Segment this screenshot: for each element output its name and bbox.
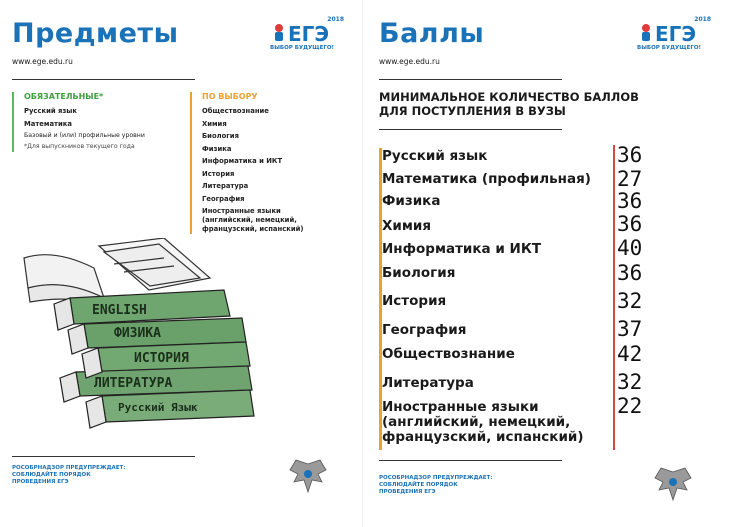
subject-name — [382, 400, 584, 445]
list-item: Обществознание — [202, 107, 269, 115]
optional-heading: ПО ВЫБОРУ — [202, 92, 258, 101]
subject-name: Информатика и ИКТ — [382, 241, 542, 257]
subject-name: Обществознание — [382, 346, 515, 362]
list-item: Информатика и ИКТ — [202, 157, 283, 165]
divider-line — [379, 79, 562, 80]
scores-list — [379, 143, 683, 450]
books-illustration — [14, 238, 266, 438]
min-score: 36 — [617, 143, 643, 167]
fold-line — [362, 0, 363, 527]
subject-name: Физика — [382, 193, 441, 209]
divider-line — [12, 79, 195, 80]
required-subjects — [12, 92, 192, 152]
list-item: Химия — [202, 119, 227, 128]
ege-emblem-icon — [270, 22, 288, 42]
ege-logo — [637, 16, 713, 52]
min-score: 27 — [617, 167, 643, 191]
page-title: Предметы — [12, 18, 179, 49]
divider-line — [379, 460, 562, 461]
page-title: Баллы — [379, 18, 485, 49]
required-heading: ОБЯЗАТЕЛЬНЫЕ* — [24, 92, 104, 101]
subject-name: География — [382, 322, 467, 338]
ege-emblem-icon — [637, 22, 655, 42]
book-label-physics: ФИЗИКА — [114, 326, 161, 341]
min-score: 36 — [617, 212, 643, 236]
list-item-cont: (английский, немецкий, — [202, 216, 297, 224]
handwritten-margin-line — [613, 145, 615, 450]
logo-slogan: ВЫБОР БУДУЩЕГО! — [637, 45, 702, 51]
scores-heading — [379, 90, 639, 118]
scores-panel — [367, 0, 735, 527]
list-item-cont: французский, испанский) — [202, 225, 304, 233]
heading-line: ДЛЯ ПОСТУПЛЕНИЯ В ВУЗЫ — [379, 104, 566, 118]
min-score: 42 — [617, 342, 643, 366]
list-item: Иностранные языки — [202, 207, 281, 215]
footer-line: СОБЛЮДАЙТЕ ПОРЯДОК — [12, 472, 91, 478]
book-label-history: ИСТОРИЯ — [134, 351, 189, 366]
book-label-literature: ЛИТЕРАТУРА — [94, 376, 173, 391]
rosobrnadzor-eagle-icon — [653, 466, 693, 502]
site-url[interactable]: www.ege.edu.ru — [379, 57, 440, 66]
subjects-panel — [0, 0, 360, 527]
footer-line: ПРОВЕДЕНИЯ ЕГЭ — [379, 489, 436, 495]
footer-warning — [12, 465, 125, 486]
min-score: 32 — [617, 289, 643, 313]
subject-line: (английский, немецкий, — [382, 414, 571, 430]
footer-warning — [379, 475, 492, 496]
list-item: Физика — [202, 144, 232, 153]
subject-line: Иностранные языки — [382, 399, 539, 415]
logo-mark: ЕГЭ — [655, 22, 697, 46]
divider-line — [12, 456, 195, 457]
list-item: Литература — [202, 182, 249, 190]
min-score: 32 — [617, 370, 643, 394]
book-label-english: ENGLISH — [92, 303, 147, 318]
footer-line: СОБЛЮДАЙТЕ ПОРЯДОК — [379, 482, 458, 488]
min-score: 40 — [617, 236, 643, 260]
logo-year: 2018 — [694, 16, 711, 23]
list-item: Математика — [24, 119, 72, 128]
footer-line: РОСОБРНАДЗОР ПРЕДУПРЕЖДАЕТ: — [12, 465, 126, 471]
site-url[interactable]: www.ege.edu.ru — [12, 57, 73, 66]
subject-line: французский, испанский) — [382, 429, 584, 445]
footer-line: РОСОБРНАДЗОР ПРЕДУПРЕЖДАЕТ: — [379, 475, 493, 481]
footer-line: ПРОВЕДЕНИЯ ЕГЭ — [12, 479, 69, 485]
min-score: 36 — [617, 189, 643, 213]
subject-name: История — [382, 293, 447, 309]
subject-name: Биология — [382, 265, 456, 281]
ege-logo — [270, 16, 346, 52]
logo-year: 2018 — [327, 16, 344, 23]
min-score: 36 — [617, 261, 643, 285]
subject-name: Русский язык — [382, 148, 488, 164]
subject-name: Химия — [382, 218, 432, 234]
footnote: *Для выпускников текущего года — [24, 143, 135, 150]
min-score: 37 — [617, 317, 643, 341]
optional-subjects — [190, 92, 352, 234]
book-label-russian: Русский Язык — [118, 401, 198, 414]
list-item: Русский язык — [24, 107, 78, 115]
min-score: 22 — [617, 394, 643, 418]
levels-note: Базовый и (или) профильные уровни — [24, 132, 145, 139]
rosobrnadzor-eagle-icon — [288, 458, 328, 494]
divider-line — [379, 129, 562, 130]
heading-line: МИНИМАЛЬНОЕ КОЛИЧЕСТВО БАЛЛОВ — [379, 90, 639, 104]
list-item: История — [202, 169, 235, 178]
subject-name: Математика (профильная) — [382, 171, 591, 187]
logo-slogan: ВЫБОР БУДУЩЕГО! — [270, 45, 335, 51]
list-item: География — [202, 194, 245, 203]
logo-mark: ЕГЭ — [288, 22, 330, 46]
subject-name: Литература — [382, 375, 474, 391]
list-item: Биология — [202, 132, 239, 140]
